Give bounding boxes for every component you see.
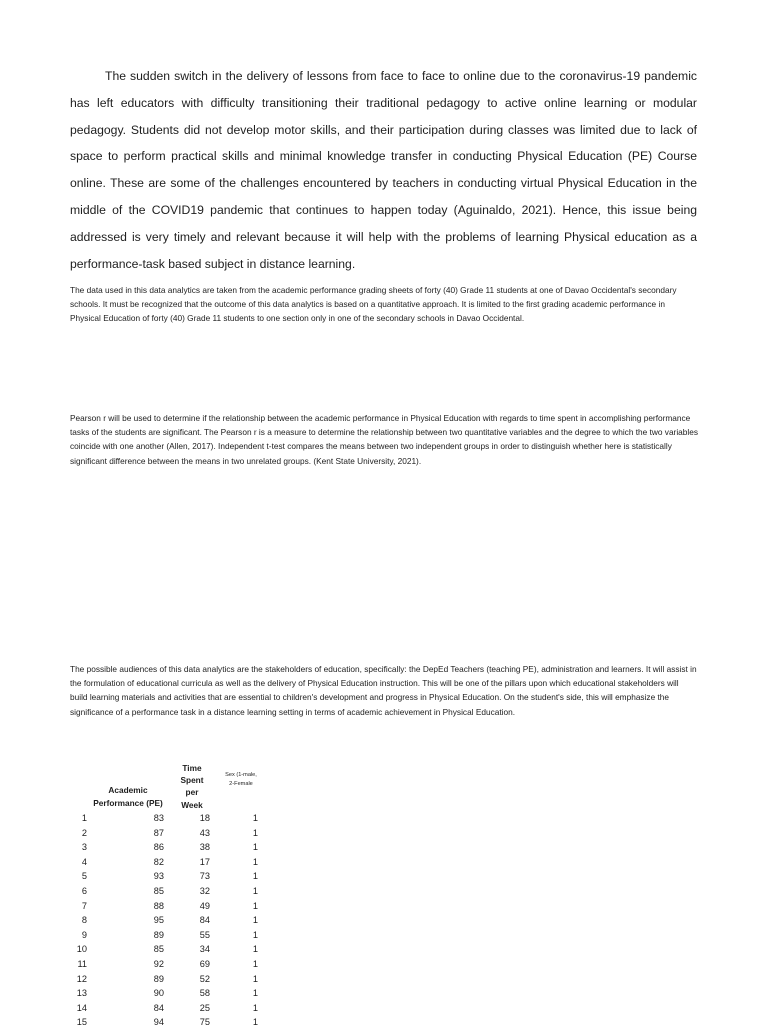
row-number-cell: 2 xyxy=(81,827,87,838)
table-row xyxy=(60,884,258,899)
time-spent-cell: 84 xyxy=(199,915,210,926)
academic-performance-cell: 85 xyxy=(153,944,164,955)
time-spent-cell: 69 xyxy=(199,958,210,969)
table-row xyxy=(60,840,258,855)
sex-cell: 1 xyxy=(252,1017,258,1028)
header-academic-performance: Academic Performance (PE) xyxy=(93,785,163,808)
sex-cell: 1 xyxy=(252,929,258,940)
table-row xyxy=(60,913,258,928)
academic-performance-cell: 87 xyxy=(153,827,164,838)
time-spent-cell: 49 xyxy=(199,900,210,911)
academic-performance-cell: 90 xyxy=(153,988,164,999)
time-spent-cell: 25 xyxy=(199,1002,210,1013)
sex-cell: 1 xyxy=(252,973,258,984)
academic-performance-cell: 95 xyxy=(153,915,164,926)
row-number-cell: 13 xyxy=(76,988,87,999)
time-spent-cell: 52 xyxy=(199,973,210,984)
sex-cell: 1 xyxy=(252,944,258,955)
paragraph-methodology: Pearson r will be used to determine if the relationship between the academic performance in Physical Education with regards to time spent in accomplishing performance tasks of the students are significant. The Pearson r is a measure to determine the relationship between two quantitative variables and the degree to which the two variables coincide with one another (Allen, 2017). Independent t-test compares the means between two independent groups in order to distinguish whether here is statistically significant difference between the means in two unrelated groups. (Kent State University, 2021). xyxy=(70,413,699,466)
table-row xyxy=(60,899,258,914)
academic-performance-cell: 84 xyxy=(153,1002,164,1013)
row-number-cell: 4 xyxy=(81,856,87,867)
header-time-spent: Time Spent per Week xyxy=(180,763,204,810)
sex-cell: 1 xyxy=(252,988,258,999)
row-number-cell: 6 xyxy=(81,885,87,896)
table-body xyxy=(60,811,258,1030)
paragraph-audience: The possible audiences of this data analytics are the stakeholders of education, specifically: the DepEd Teachers (teaching PE), administration and learners. It will assist in the formulation of educational curricula as well as the delivery of Physical Education instruction. This will be one of the pillars upon which educational stakeholders will build learning materials and activities that are essential to children's development and progress in Physical Education. On the student's side, this will emphasize the significance of a performance task in a distance learning setting in terms of academic achievement in Physical Education. xyxy=(70,664,697,717)
time-spent-cell: 18 xyxy=(199,813,210,823)
table-row xyxy=(60,869,258,884)
time-spent-cell: 32 xyxy=(199,885,210,896)
academic-performance-cell: 86 xyxy=(153,842,164,853)
academic-performance-cell: 93 xyxy=(153,871,164,882)
row-number-cell: 12 xyxy=(76,973,87,984)
sex-cell: 1 xyxy=(252,842,258,853)
table-row xyxy=(60,855,258,870)
academic-performance-cell: 85 xyxy=(153,885,164,896)
header-sex: Sex (1-male, 2-Female xyxy=(225,772,257,787)
paragraph-data-source: The data used in this data analytics are taken from the academic performance grading sheets of forty (40) Grade 11 students at one of Davao Occidental's secondary schools. It must be recognized that the outcome of this data analytics is based on a quantitative approach. It is limited to the first grading academic performance in Physical Education of forty (40) Grade 11 students to one section only in one of the secondary schools in Davao Occidental. xyxy=(70,285,677,324)
academic-performance-cell: 89 xyxy=(153,973,164,984)
sex-cell: 1 xyxy=(252,958,258,969)
sex-cell: 1 xyxy=(252,856,258,867)
table-row xyxy=(60,942,258,957)
row-number-cell: 15 xyxy=(76,1017,87,1028)
sex-cell: 1 xyxy=(252,900,258,911)
row-number-cell: 3 xyxy=(81,842,87,853)
table-row xyxy=(60,928,258,943)
time-spent-cell: 75 xyxy=(199,1017,210,1028)
time-spent-cell: 17 xyxy=(199,856,210,867)
time-spent-cell: 55 xyxy=(199,929,210,940)
academic-performance-cell: 92 xyxy=(153,958,164,969)
sex-cell: 1 xyxy=(252,885,258,896)
sex-cell: 1 xyxy=(252,915,258,926)
academic-performance-cell: 82 xyxy=(153,856,164,867)
row-number-cell: 5 xyxy=(81,871,87,882)
academic-performance-cell: 89 xyxy=(153,929,164,940)
row-number-cell: 7 xyxy=(81,900,87,911)
academic-performance-cell: 83 xyxy=(153,813,164,823)
table-row xyxy=(60,811,258,826)
table-row xyxy=(60,957,258,972)
table-row xyxy=(60,986,258,1001)
academic-performance-cell: 94 xyxy=(153,1017,164,1028)
sex-cell: 1 xyxy=(252,813,258,823)
row-number-cell: 11 xyxy=(77,958,87,969)
table-row xyxy=(60,826,258,841)
table-row xyxy=(60,972,258,987)
sex-cell: 1 xyxy=(252,871,258,882)
academic-performance-cell: 88 xyxy=(153,900,164,911)
sex-cell: 1 xyxy=(252,827,258,838)
time-spent-cell: 43 xyxy=(199,827,210,838)
time-spent-cell: 58 xyxy=(199,988,210,999)
table-row xyxy=(60,1001,258,1016)
paragraph-introduction: The sudden switch in the delivery of lessons from face to face to online due to the coronavirus-19 pandemic has left educators with difficulty transitioning their traditional pedagogy to active online learning or modular pedagogy. Students did not develop motor skills, and their participation during classes was limited due to lack of space to perform practical skills and minimal knowledge transfer in conducting Physical Education (PE) Course online. These are some of the challenges encountered by teachers in conducting virtual Physical Education in the middle of the COVID19 pandemic that continues to happen today (Aguinaldo, 2021). Hence, this issue being addressed is very timely and relevant because it will help with the problems of learning Physical education as a performance-task based subject in distance learning. xyxy=(70,69,697,271)
row-number-cell: 8 xyxy=(81,915,87,926)
row-number-cell: 10 xyxy=(76,944,87,955)
row-number-cell: 14 xyxy=(76,1002,87,1013)
time-spent-cell: 34 xyxy=(199,944,210,955)
time-spent-cell: 38 xyxy=(199,842,210,853)
table-row xyxy=(60,1015,258,1030)
sex-cell: 1 xyxy=(252,1002,258,1013)
row-number-cell: 1 xyxy=(81,813,87,823)
time-spent-cell: 73 xyxy=(199,871,210,882)
row-number-cell: 9 xyxy=(81,929,87,940)
